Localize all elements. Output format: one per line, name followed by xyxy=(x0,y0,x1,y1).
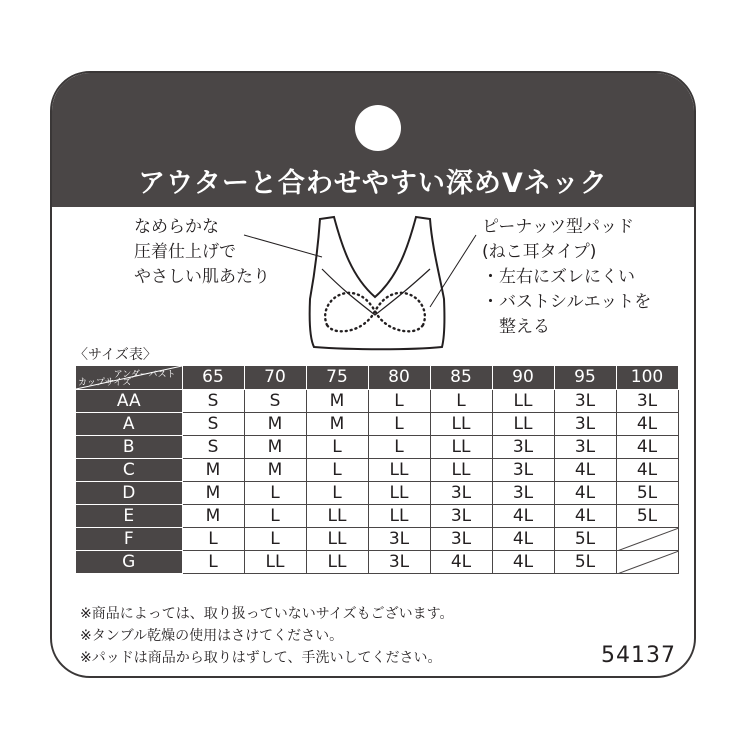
size-cell: LL xyxy=(430,412,492,435)
left-feature-note xyxy=(134,215,270,290)
size-cell: LL xyxy=(368,458,430,481)
unavailable-cell xyxy=(616,550,678,573)
size-cell: 4L xyxy=(616,435,678,458)
cup-row-header: G xyxy=(76,550,182,573)
underbust-column-header: 80 xyxy=(368,366,430,389)
size-cell: 4L xyxy=(430,550,492,573)
size-cell: 4L xyxy=(554,481,616,504)
size-cell: M xyxy=(306,412,368,435)
size-cell: M xyxy=(244,412,306,435)
table-row xyxy=(76,435,678,458)
size-cell: 3L xyxy=(492,481,554,504)
size-table xyxy=(76,366,679,574)
size-cell: L xyxy=(368,389,430,412)
size-cell: M xyxy=(182,504,244,527)
size-cell: 3L xyxy=(616,389,678,412)
size-cell: 3L xyxy=(368,550,430,573)
table-corner-cell xyxy=(76,366,182,389)
table-row xyxy=(76,412,678,435)
size-cell: L xyxy=(244,481,306,504)
size-cell: 3L xyxy=(492,458,554,481)
care-note: ※タンブル乾燥の使用はさけてください。 xyxy=(80,628,344,644)
product-title: アウターと合わせやすい深めVネック xyxy=(138,168,608,199)
underbust-column-header: 100 xyxy=(616,366,678,389)
size-cell: LL xyxy=(306,550,368,573)
size-cell: LL xyxy=(368,504,430,527)
cup-row-header: AA xyxy=(76,389,182,412)
size-cell: L xyxy=(368,412,430,435)
left-note-line: 圧着仕上げで xyxy=(134,242,236,262)
underbust-column-header: 65 xyxy=(182,366,244,389)
size-cell: S xyxy=(182,389,244,412)
unavailable-cell xyxy=(616,527,678,550)
right-note-line: ・左右にズレにくい xyxy=(482,267,635,287)
illustration-area xyxy=(52,207,696,357)
size-cell: 4L xyxy=(554,458,616,481)
cup-row-header: E xyxy=(76,504,182,527)
size-cell: 5L xyxy=(616,481,678,504)
size-cell: 4L xyxy=(492,504,554,527)
care-note: ※パッドは商品から取りはずして、手洗いしてください。 xyxy=(80,650,442,666)
size-cell: L xyxy=(306,458,368,481)
left-note-line: やさしい肌あたり xyxy=(134,267,270,287)
size-cell: 3L xyxy=(554,412,616,435)
cup-row-header: A xyxy=(76,412,182,435)
size-cell: 4L xyxy=(492,550,554,573)
size-cell: L xyxy=(368,435,430,458)
size-cell: M xyxy=(244,458,306,481)
size-cell: S xyxy=(182,412,244,435)
size-cell: 5L xyxy=(616,504,678,527)
size-cell: L xyxy=(306,481,368,504)
size-cell: 4L xyxy=(554,504,616,527)
size-cell: LL xyxy=(430,435,492,458)
size-cell: L xyxy=(182,550,244,573)
size-cell: LL xyxy=(306,504,368,527)
size-cell: L xyxy=(306,435,368,458)
right-note-line: ・バストシルエットを xyxy=(482,292,652,312)
right-feature-note xyxy=(482,215,651,340)
table-row xyxy=(76,527,678,550)
size-cell: 4L xyxy=(492,527,554,550)
right-note-line: ピーナッツ型パッド xyxy=(482,217,634,237)
size-cell: L xyxy=(430,389,492,412)
size-table-header-row xyxy=(76,366,678,389)
cup-row-header: D xyxy=(76,481,182,504)
underbust-column-header: 95 xyxy=(554,366,616,389)
size-cell: 4L xyxy=(616,458,678,481)
size-cell: 3L xyxy=(368,527,430,550)
underbust-column-header: 90 xyxy=(492,366,554,389)
size-cell: L xyxy=(182,527,244,550)
size-cell: 3L xyxy=(554,435,616,458)
cup-row-header: F xyxy=(76,527,182,550)
size-cell: LL xyxy=(492,389,554,412)
underbust-column-header: 85 xyxy=(430,366,492,389)
size-cell: M xyxy=(182,458,244,481)
size-cell: 5L xyxy=(554,527,616,550)
cup-row-header: B xyxy=(76,435,182,458)
table-row xyxy=(76,481,678,504)
size-cell: S xyxy=(182,435,244,458)
underbust-label: アンダーバスト xyxy=(113,370,176,380)
product-tag-card xyxy=(50,71,696,678)
size-cell: L xyxy=(244,527,306,550)
size-cell: 3L xyxy=(430,527,492,550)
table-row xyxy=(76,504,678,527)
hang-hole xyxy=(355,105,401,151)
product-code: 54137 xyxy=(601,643,676,668)
size-cell: M xyxy=(182,481,244,504)
tag-header xyxy=(52,73,694,207)
cup-row-header: C xyxy=(76,458,182,481)
size-cell: LL xyxy=(430,458,492,481)
size-table-heading: 〈サイズ表〉 xyxy=(74,347,157,363)
size-cell: LL xyxy=(244,550,306,573)
right-note-line: (ねこ耳タイプ) xyxy=(482,242,597,262)
size-cell: 3L xyxy=(554,389,616,412)
size-cell: 3L xyxy=(492,435,554,458)
size-cell: 4L xyxy=(616,412,678,435)
size-cell: M xyxy=(306,389,368,412)
size-cell: S xyxy=(244,389,306,412)
cup-size-label: カップサイズ xyxy=(78,377,132,388)
left-note-line: なめらかな xyxy=(134,217,219,237)
size-cell: 3L xyxy=(430,481,492,504)
care-note: ※商品によっては、取り扱っていないサイズもございます。 xyxy=(80,606,454,622)
underbust-column-header: 75 xyxy=(306,366,368,389)
size-cell: LL xyxy=(368,481,430,504)
care-notes xyxy=(80,603,454,669)
size-cell: LL xyxy=(306,527,368,550)
size-cell: L xyxy=(244,504,306,527)
table-row xyxy=(76,458,678,481)
underbust-column-header: 70 xyxy=(244,366,306,389)
size-cell: LL xyxy=(492,412,554,435)
size-cell: 5L xyxy=(554,550,616,573)
table-row xyxy=(76,550,678,573)
size-cell: M xyxy=(244,435,306,458)
size-cell: 3L xyxy=(430,504,492,527)
right-note-line: 整える xyxy=(482,317,550,337)
table-row xyxy=(76,389,678,412)
